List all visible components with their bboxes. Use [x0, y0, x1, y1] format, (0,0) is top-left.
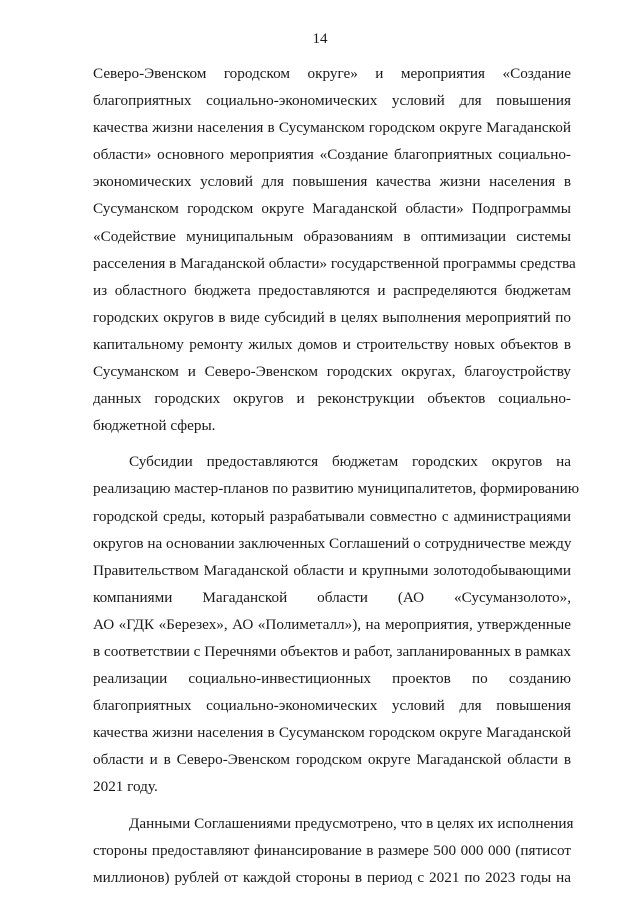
text-line: благоприятных социально-экономических условий для повышения: [93, 697, 571, 715]
text-line: расселения в Магаданской области» государственной программы средства: [93, 254, 576, 272]
text-line: Северо-Эвенском городском округе» и мероприятия «Создание: [93, 65, 571, 82]
text-line: данных городских округов и реконструкции объектов социально-: [93, 390, 571, 408]
text-line: области и в Северо-Эвенском городском округе Магаданской области в: [93, 751, 571, 769]
text-line: Субсидии предоставляются бюджетам городских округов на: [129, 453, 571, 471]
text-line: Сусуманском городском округе Магаданской области» Подпрограммы: [93, 200, 571, 218]
text-line: экономических условий для повышения качества жизни населения в: [93, 173, 571, 191]
text-line: из областного бюджета предоставляются и распределяются бюджетам: [93, 281, 571, 299]
text-line: городских округов в виде субсидий в целях выполнения мероприятий по: [93, 308, 571, 326]
text-line: Сусуманском и Северо-Эвенском городских округах, благоустройству: [93, 363, 571, 381]
text-line: в соответствии с Перечнями объектов и работ, запланированных в рамках: [93, 642, 571, 660]
text-line: компаниями Магаданской области (АО «Сусуманзолото»,: [93, 588, 571, 606]
text-line: бюджетной сферы.: [93, 417, 216, 435]
text-line: миллионов) рублей от каждой стороны в период с 2021 по 2023 годы на: [93, 868, 571, 886]
text-line: стороны предоставляют финансирование в размере 500 000 000 (пятисот: [93, 841, 571, 859]
text-line: области» основного мероприятия «Создание благоприятных социально-: [93, 146, 571, 164]
document-body: [93, 60, 580, 891]
text-line: качества жизни населения в Сусуманском городском округе Магаданской: [93, 724, 571, 742]
page-number: 14: [312, 31, 328, 47]
text-line: качества жизни населения в Сусуманском городском округе Магаданской: [93, 119, 571, 137]
text-line: городской среды, который разрабатывали совместно с администрациями: [93, 507, 571, 525]
text-line: капитальному ремонту жилых домов и строительству новых объектов в: [93, 335, 571, 353]
paragraph-1: [93, 60, 576, 439]
text-line: реализации социально-инвестиционных проектов по созданию: [93, 670, 571, 688]
text-line: благоприятных социально-экономических условий для повышения: [93, 92, 571, 110]
text-line: «Содействие муниципальным образованиям в оптимизации системы: [93, 227, 571, 245]
text-line: 2021 году.: [93, 778, 158, 796]
paragraph-3: [93, 810, 574, 891]
text-line: округов на основании заключенных Соглашений о сотрудничестве между: [93, 534, 572, 552]
paragraph-2: [93, 448, 580, 800]
text-line: АО «ГДК «Березех», АО «Полиметалл»), на мероприятия, утвержденные: [93, 615, 571, 633]
text-line: реализацию мастер-планов по развитию муниципалитетов, формированию: [93, 480, 580, 498]
text-line: Данными Соглашениями предусмотрено, что в целях их исполнения: [129, 814, 574, 832]
text-line: Правительством Магаданской области и крупными золотодобывающими: [93, 561, 571, 579]
